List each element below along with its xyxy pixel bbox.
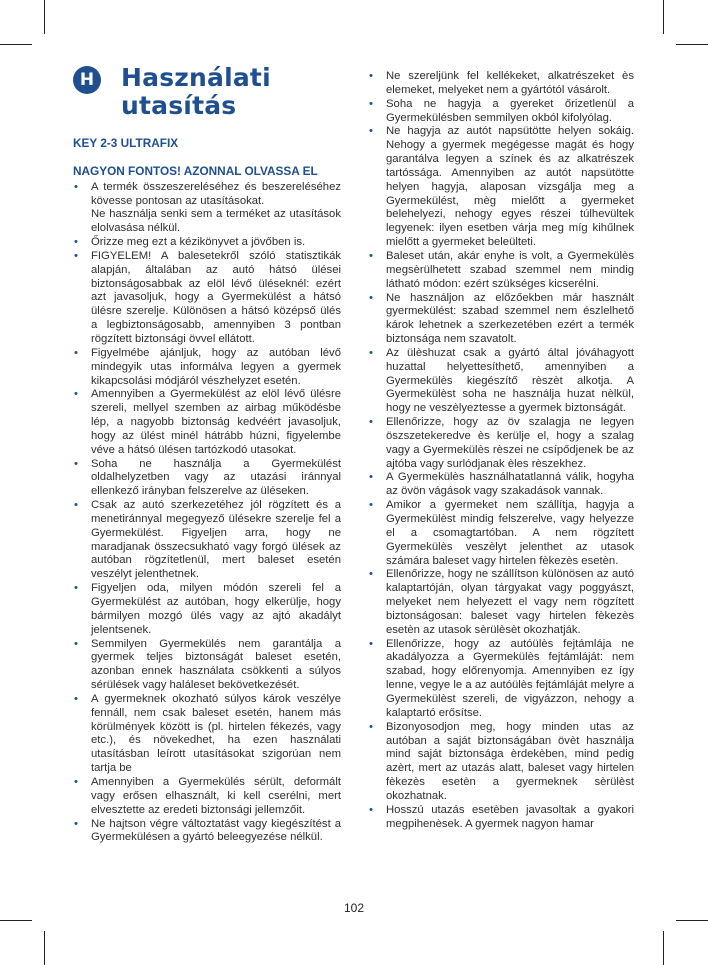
list-item-text: Soha ne használja a Gyermekülést oldalhelyzetben vagy az utazási iránnyal ellenkező irányban felszerelve az üléseken. [91,457,341,498]
list-item [368,292,634,347]
list-item-text: Csak az autó szerkezetéhez jól rögzített és a menetiránnyal megegyező ülésekre szerelje fel a Gyermekülést. Figyeljen arra, hogy ne maradjanak összecsukható vagy forgó ülések az autóban rögzítetlenül, mert baleset esetén veszélyt jelenthetnek. [91,499,341,581]
list-item [368,638,634,721]
list-item-text: A gyermeknek okozható súlyos károk veszélye fennáll, nem csak baleset esetén, hanem más körülmények között is (pl. hirtelen fékezés, vagy etc.), és növekedhet, ha ezen használati utasításban leírott utasításokat szigorúan nem tartja be [91,692,341,775]
list-item [368,250,634,292]
list-item-text: A Gyermekülès használhatatlanná válik, hogyha az övön vágások vagy szakadások vannak. [386,471,634,498]
list-item [368,471,634,499]
list-item [73,638,341,693]
instruction-list-right [368,70,634,831]
crop-mark [0,920,32,921]
list-item-text: Az ülèshuzat csak a gyártó által jóváhagyott huzattal helyettesíthető, amennyiben a Gyermekülès kiegészítő rèszèt alkotja. A Gyermekülèst soha ne használja huzat nèlkül, hogy ne veszèlyeztesse a gyermek biztonságát. [386,346,634,415]
crop-mark [663,931,664,965]
list-item-text: Ne hajtson végre változtatást vagy kiegészítést a Gyermekülésen a gyártó beleegyezése nélkül. [91,817,341,844]
list-item-text: Ellenőrizze, hogy ne szállítson különösen az autó kalaptartóján, olyan tárgyakat vagy poggyászt, melyeket nem helyezett el vagy nem rögzített biztonságosan: baleset vagy hirtelen fèkezès esetèn az utasok sèrülèsèt okozhatják. [386,568,634,636]
list-item-text: FIGYELEM! A balesetekről szóló statisztikák alapján, általában az autó hátsó ülései biztonságosabbak az elöl lévő üléseknél: ezért azt javasoljuk, hogy a Gyermekülést a hátsó ülésre szerelje. Különösen a hátsó középső ülés a legbiztonságosabb, amennyiben 3 pontban rögzített biztonsági övvel ellátott. [91,249,341,345]
crop-mark [0,44,32,45]
list-item [368,721,634,804]
list-item-text: Ellenőrizze, hogy az öv szalagja ne legyen öszszetekeredve ès kerülje el, hogy a szalag vagy a Gyermekülès rèszei ne csípődjenek be az ajtóba vagy surlódjanak èles rèszekhez. [386,416,634,470]
list-item-subtext: Ne használja senki sem a terméket az utasítások elolvasása nélkül. [91,208,341,235]
crop-mark [44,0,45,34]
list-item [73,458,341,500]
page-title: Használati utasítás [121,63,271,120]
list-item [368,499,634,568]
list-item-text: Ne használjon az előzőekben már használt gyermekülést: szabad szemmel nem észlelhető károk lehetnek a szerkezetében ezért a termék biztonsága nem szavatolt. [386,291,634,346]
crop-mark [676,44,708,45]
model-name: KEY 2-3 ULTRAFIX [73,136,179,150]
list-item [73,582,341,637]
list-item-text: Figyeljen oda, milyen módón szereli fel a Gyermekülést az autóban, hogy elkerülje, hogy bármilyen mozgó ülés vagy az ajtó akadályt jelentsenek. [91,582,341,636]
right-column [368,70,634,831]
list-item-text: Ne hagyja az autót napsütötte helyen sokáig. Nehogy a gyermek megégesse magát és hogy garantálva legyen a színek és az alkatrészek tartóssága. Amennyiben az autót napsütötte helyen hagyja, alaposan vizsgálja meg a Gyermekülést, mèg mielőtt a gyermeket belehelyezi, nehogy egyes részei túlhevültek legyenek: ilyen esetben várja meg míg kihűlnek mielőtt a gyermeket beleülteti. [386,125,634,249]
list-item-text: Ellenőrizze, hogy az autóülès fejtámlája ne akadályozza a Gyermekülès fejtámláját: nem szabad, hogy előrenyomja. Amennyiben ez így lenne, vegye le a az autóülès fejtámláját melyre a Gyermekülèst szereli, de vigyázzon, nehogy a kalaptartó erősítse. [386,637,634,719]
list-item [368,347,634,416]
list-item [368,416,634,471]
list-item [73,347,341,389]
list-item-text: Hosszú utazás esetèben javasoltak a gyakori megpihenèsek. A gyermek nagyon hamar [386,803,634,830]
list-item-text: Soha ne hagyja a gyereket őrizetlenül a Gyermekülésben semmilyen okból kifolyólag. [386,97,634,124]
crop-mark [663,0,664,34]
list-item [73,499,341,582]
list-item [368,98,634,126]
list-item [73,250,341,347]
language-badge: H [73,66,101,94]
list-item [73,388,341,457]
list-item [368,568,634,637]
list-item [368,70,634,98]
list-item-text: Baleset után, akár enyhe is volt, a Gyermekülès megsèrülhetett szabad szemmel nem mindig látható módon: ezért szükséges kicserélni. [386,249,634,290]
list-item [73,181,341,236]
list-item-text: Figyelmébe ajánljuk, hogy az autóban lévő mindegyik utas informálva legyen a gyermek kikapcsolási módjáról vészhelyzet esetén. [91,346,341,387]
instruction-list-left [73,181,341,846]
list-item [368,804,634,832]
list-item [73,693,341,776]
list-item [73,776,341,818]
crop-mark [676,920,708,921]
list-item-text: Őrizze meg ezt a kézikönyvet a jövőben is. [91,236,306,249]
crop-mark [44,931,45,965]
list-item [73,236,341,250]
list-item-text: Semmilyen Gyermekülés nem garantálja a gyermek teljes biztonságát baleset esetén, azonban ennek használata csökkenti a súlyos sérülések vagy haláleset bekövetkezését. [91,637,341,692]
left-column [73,137,341,845]
list-item [73,818,341,846]
list-item-text: Ne szereljünk fel kellékeket, alkatrészeket ès elemeket, melyeket nem a gyártótól vásárolt. [386,70,634,96]
list-item-text: Amikor a gyermeket nem szállítja, hagyja a Gyermekülèst mindig felszerelve, vagy helyezze el a csomagtartóban. A nem rögzített Gyermekülès veszèlyt jelenthet az utasok számára baleset vagy hirtelen fèkezès esetèn. [386,499,634,567]
page-number: 102 [343,901,365,915]
list-item-text: Bizonyosodjon meg, hogy minden utas az autóban a saját biztonságában övèt használja mind saját biztonsága èrdekèben, mind pedig azèrt, mert az utazás alatt, baleset vagy hirtelen fèkezès esetèn a gyermeknek sèrülèst okozhatnak. [386,720,634,802]
list-item [368,125,634,250]
list-item-text: Amennyiben a Gyermekülés sérült, deformált vagy erősen elhasznált, ki kell cserélni, mert elvesztette az eredeti biztonsági jellemzőit. [91,775,341,816]
warning-heading: NAGYON FONTOS! AZONNAL OLVASSA EL [73,163,318,178]
list-item-text: Amennyiben a Gyermekülést az elöl lévő ülésre szereli, mellyel szemben az airbag működésbe lép, a nagyobb biztonság kedvéért javasoljuk, hogy az ülést minél hátrább húzni, figyelembe véve a hátsó ülésen tartózkodó utasokat. [91,388,341,456]
list-item-text: A termék összeszereléséhez és beszereléséhez kövesse pontosan az utasításokat. [91,180,341,207]
